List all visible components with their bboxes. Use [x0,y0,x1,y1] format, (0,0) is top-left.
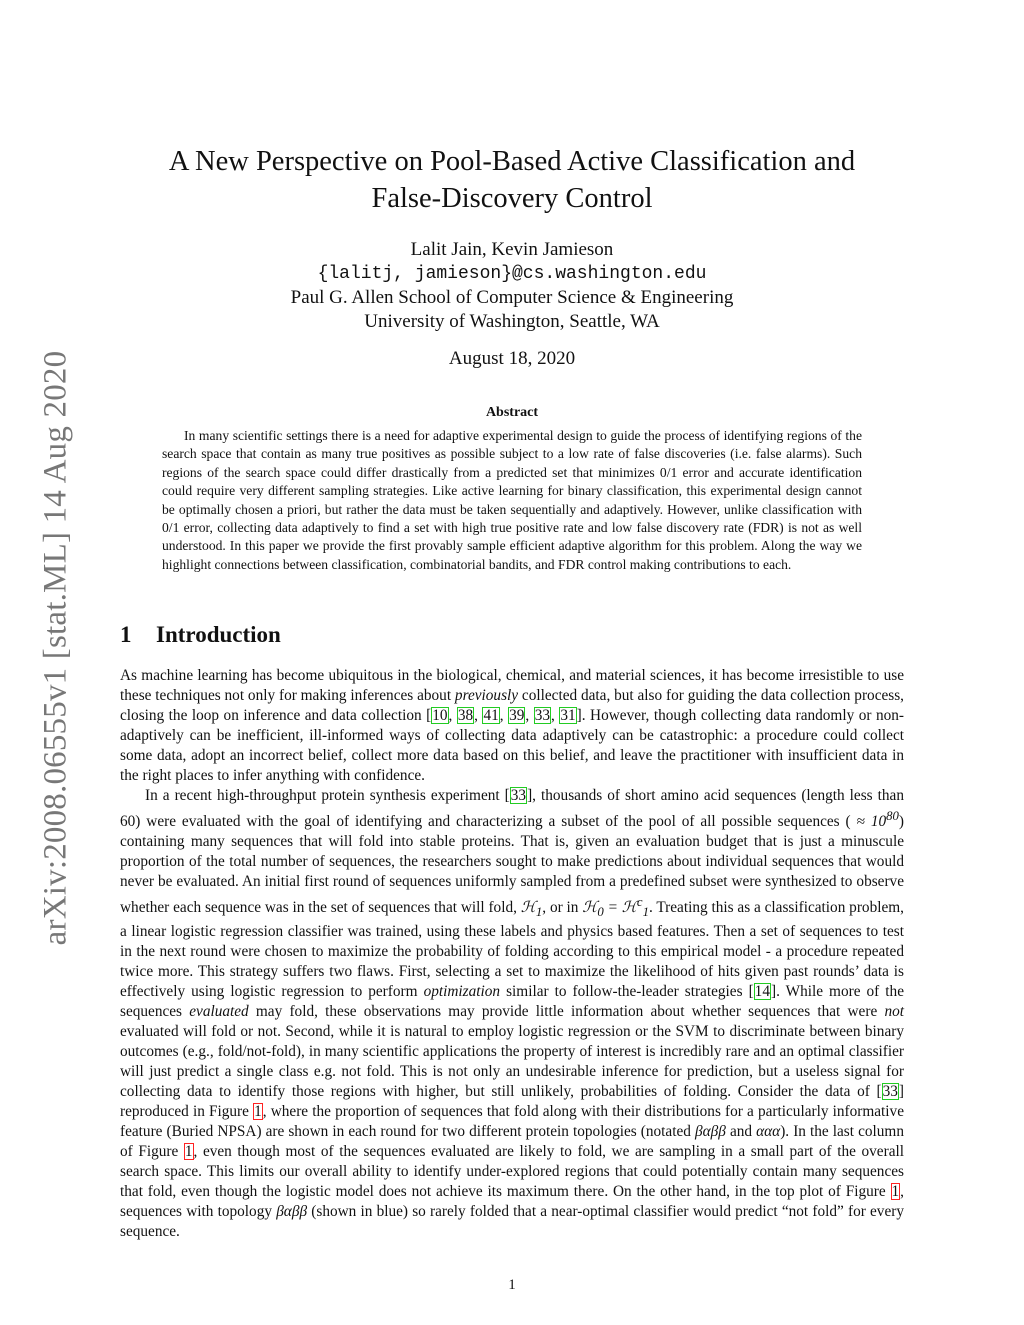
citation-link[interactable]: 33 [534,707,551,724]
section-title: Introduction [156,622,281,647]
figure-link[interactable]: 1 [184,1143,193,1161]
emphasis: optimization [423,983,501,1001]
citation-link[interactable]: 10 [432,707,448,724]
abstract-heading: Abstract [485,405,539,420]
title-line-1: A New Perspective on Pool-Based Active Classification and [168,146,856,177]
emphasis: not [884,1003,904,1021]
math-expression: βαββ [694,1123,726,1141]
citation-link[interactable]: 31 [560,707,576,724]
arxiv-sidebar [36,342,76,954]
figure-link[interactable]: 1 [254,1103,262,1121]
figure-link[interactable]: 1 [891,1183,900,1201]
paragraph-2: In a recent high-throughput protein synthesis experiment [33], thousands of short amino acid sequences (length less than 60) were evaluated with the goal of identifying and characterizing a subset of the pool of all possible sequences ( ≈ $10^{80}$) containing many sequences that will fold into stable proteins. That is, given an evaluation budget that is just a minuscule proportion of the total number of sequences, the researchers sought to make predictions about individual sequences that would never be evaluated. An initial first round of sequences uniformly sampled from a predefined subset were synthesized to observe whether each sequence was in the set of sequences that will fold, ℋ$_1$, or in ℋ$_0$ = ℋ$^c_1$. Treating this as a classification problem, a linear logistic regression classifier was trained, using these labels and physics based features. Then a set of sequences to test in the next round were chosen to maximize the probability of folding according to this empirical model - a procedure repeated twice more. This strategy suffers two flaws. First, selecting a set to maximize the likelihood of hits given past rounds’ data is effectively using logistic regression to perform optimization similar to follow-the-leader strategies [14]. While more of the sequences evaluated may fold, these observations may provide little information about whether sequences that were not evaluated will fold or not. Second, while it is natural to employ logistic regression or the SVM to discriminate between binary outcomes (e.g., fold/not-fold), in many scientific applications the property of interest is incredibly rare and an optimal classifier will just predict a single class e.g. not fold. This is not only an undesirable inference for prediction, but a useless signal for collecting data to identify those regions with higher, but still unlikely, probabilities of folding. Consider the data of [33] reproduced in Figure 1, where the proportion of sequences that fold along with their distributions for a particularly informative feature (Buried NPSA) are shown in each round for two different protein topologies (notated βαββ and ααα). In the last column of Figure 1, even though most of the sequences evaluated are likely to fold, we are sampling in a small part of the overall search space. This limits our overall ability to identify under-explored regions that could potentially contain many sequences that fold, even though the logistic model does not achieve its maximum there. On the other hand, in the top plot of Figure 1, sequences with topology βαββ (shown in blue) so rarely folded that a near-optimal classifier would predict “not fold” for every sequence. [120,787,905,1241]
title-line-2: False-Discovery Control [371,183,653,214]
page-number: 1 [508,1277,516,1293]
affiliation-line-2: University of Washington, Seattle, WA [364,311,660,332]
section-number: 1 [120,622,132,647]
citation-link[interactable]: 41 [483,707,499,724]
affiliation-line-1: Paul G. Allen School of Computer Science & Engineering [290,287,734,308]
arxiv-identifier: arXiv:2008.06555v1 [stat.ML] 14 Aug 2020 [37,350,74,946]
citation-link[interactable]: 39 [509,707,525,724]
paper-date: August 18, 2020 [448,348,576,369]
math-expression: ℋ$_0$ = ℋ$^c_1$ [582,895,649,920]
introduction-body [120,666,904,1242]
abstract-text: In many scientific settings there is a need for adaptive experimental design to guide the process of identifying regions of the search space that contain as many true positives as possible subject to a low rate of false discoveries (i.e. false alarms). Such regions of the search space could differ drastically from a predicted set that minimizes 0/1 error and accurate identification could require very different sampling strategies. Like active learning for binary classification, this experimental design cannot be optimally chosen a priori, but rather the data must be taken sequentially and adaptively. However, unlike classification with 0/1 error, collecting data adaptively to find a set with high true positive rate and low false discovery rate (FDR) is not as well understood. In this paper we provide the first provably sample efficient adaptive algorithm for this problem. Along the way we highlight connections between classification, combinatorial bandits, and FDR control making contributions to each. [162,428,862,572]
citation-link[interactable]: 33 [510,787,527,804]
math-expression: ααα [756,1123,781,1141]
emphasis: previously [454,687,519,704]
section-heading [120,620,281,650]
math-expression: ≈ $10^{80}$ [850,809,899,831]
citation-link[interactable]: 33 [882,1083,898,1101]
author-email: {lalitj, jamieson}@cs.washington.edu [317,264,707,284]
math-expression: ℋ$_1$ [520,899,543,920]
math-expression: βαββ [276,1203,308,1221]
emphasis: evaluated [189,1003,249,1021]
citation-link[interactable]: 38 [457,707,474,724]
citation-link[interactable]: 14 [754,983,770,1001]
paragraph-1: As machine learning has become ubiquitous in the biological, chemical, and material sciences, it has become irresistible to use these techniques not only for making inferences about previously collected data, but also for guiding the data collection process, closing the loop on inference and data collection [10, 38, 41, 39, 33, 31]. However, though collecting data randomly or non-adaptively can be inefficient, ill-informed ways of collecting data adaptively can be catastrophic: a procedure could collect some data, adopt an incorrect belief, collect more data based on this belief, and leave the practitioner with insufficient data in the right places to infer anything with confidence. [120,667,905,784]
authors: Lalit Jain, Kevin Jamieson [410,239,614,260]
paper-title [120,143,904,217]
